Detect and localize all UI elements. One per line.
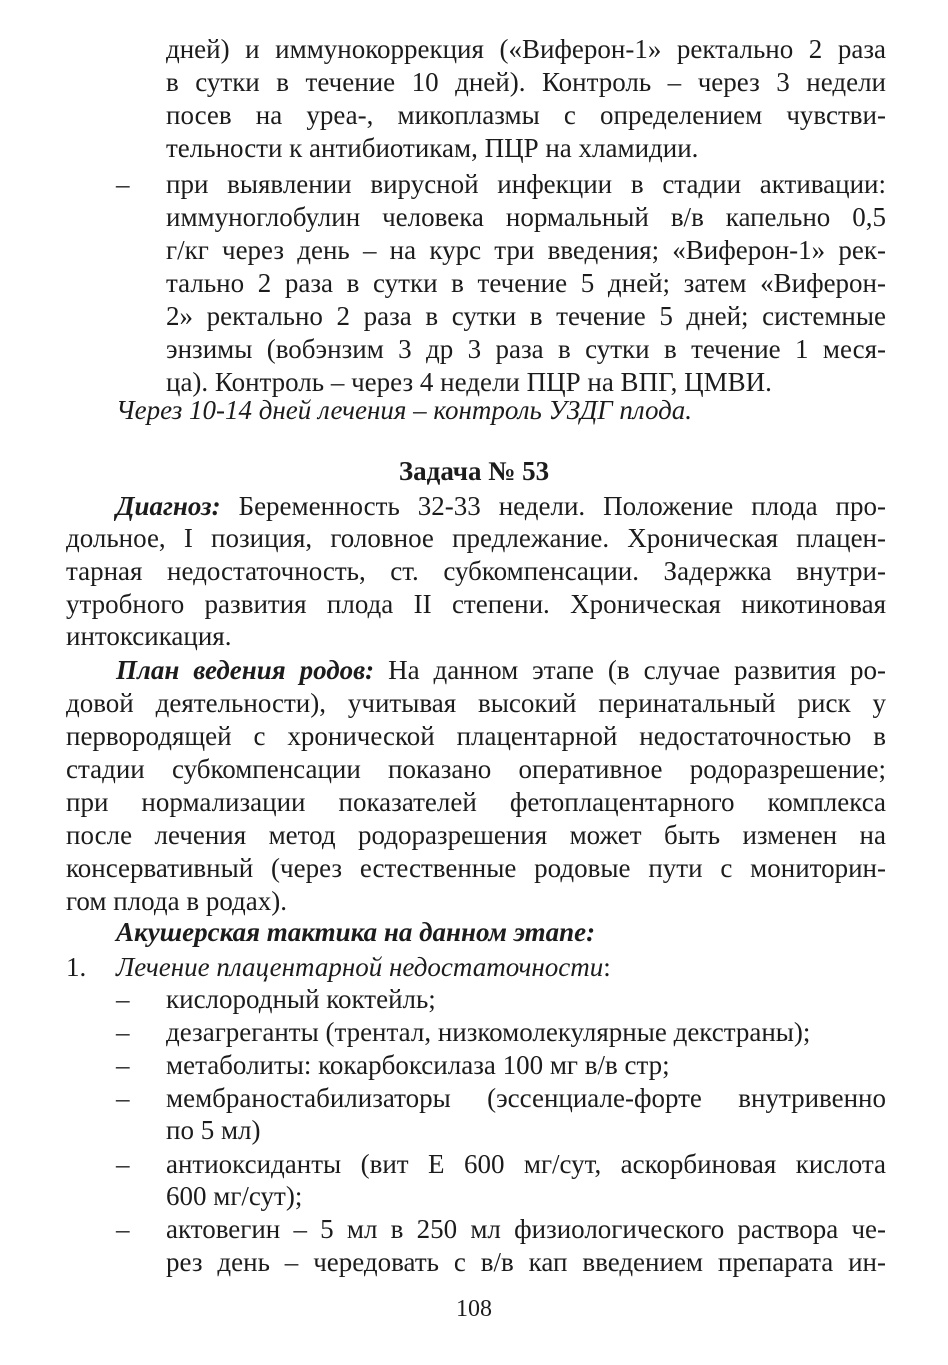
list-dash: – xyxy=(116,1214,130,1244)
tactics-heading: Акушерская тактика на данном этапе: xyxy=(116,917,596,947)
delivery-plan-line: первородящей с хронической плацентарной недостаточностью в xyxy=(66,721,886,751)
list-dash: – xyxy=(116,1083,130,1113)
viral-item-line: г/кг через день – на курс три введения; «Виферон-1» рек- xyxy=(166,235,886,265)
delivery-plan-line: довой деятельности), учитывая высокий перинатальный риск у xyxy=(66,688,886,718)
treatment-item: 600 мг/сут); xyxy=(166,1181,303,1211)
top-paragraph-line: тельности к антибиотикам, ПЦР на хламидии. xyxy=(166,133,699,163)
viral-item-line: 2» ректально 2 раза в сутки в течение 5 дней; системные xyxy=(166,301,886,331)
delivery-plan-line: после лечения метод родоразрешения может быть изменен на xyxy=(66,820,886,850)
treatment-item: кислородный коктейль; xyxy=(166,984,436,1014)
treatment-item: метаболиты: кокарбоксилаза 100 мг в/в стр; xyxy=(166,1050,670,1080)
list-dash: – xyxy=(116,1050,130,1080)
treatment-item: по 5 мл) xyxy=(166,1115,261,1145)
list-dash: – xyxy=(116,1149,130,1179)
top-paragraph-line: в сутки в течение 10 дней). Контроль – через 3 недели xyxy=(166,67,886,97)
treatment-item: мембраностабилизаторы (эссенциале-форте внутривенно xyxy=(166,1083,886,1113)
treatment-item: актовегин – 5 мл в 250 мл физиологического раствора че- xyxy=(166,1214,886,1244)
delivery-plan-label: План ведения родов: xyxy=(116,655,375,685)
top-paragraph-line: посев на уреа-, микоплазмы с определением чувстви- xyxy=(166,100,886,130)
delivery-plan-first-line xyxy=(116,654,886,686)
viral-item-line: тально 2 раза в сутки в течение 5 дней; затем «Виферон- xyxy=(166,268,886,298)
top-paragraph-line: дней) и иммунокоррекция («Виферон-1» ректально 2 раза xyxy=(166,34,886,64)
diagnosis-label: Диагноз: xyxy=(116,491,221,521)
treatment-title: Лечение плацентарной недостаточности xyxy=(116,952,604,982)
list-dash: – xyxy=(116,984,130,1014)
diagnosis-line: утробного развития плода II степени. Хроническая никотиновая xyxy=(66,589,886,619)
delivery-plan-line: консервативный (через естественные родовые пути с мониторин- xyxy=(66,853,886,883)
treatment-colon: : xyxy=(603,952,611,982)
viral-item-line: ца). Контроль – через 4 недели ПЦР на ВПГ, ЦМВИ. xyxy=(166,367,772,397)
diagnosis-first-line xyxy=(116,490,886,522)
treatment-item: антиоксиданты (вит Е 600 мг/сут, аскорбиновая кислота xyxy=(166,1149,886,1179)
treatment-item: дезагреганты (трентал, низкомолекулярные декстраны); xyxy=(166,1017,811,1047)
list-dash: – xyxy=(116,169,130,199)
task-title: Задача № 53 xyxy=(398,456,550,486)
ultrasound-note: Через 10-14 дней лечения – контроль УЗДГ плода. xyxy=(116,395,693,425)
treatment-item: рез день – чередовать с в/в кап введением препарата ин- xyxy=(166,1247,886,1277)
diagnosis-text: Беременность 32-33 недели. Положение плода про- xyxy=(220,491,886,521)
delivery-plan-text: На данном этапе (в случае развития ро- xyxy=(374,655,886,685)
list-number: 1. xyxy=(66,952,87,982)
viral-item-line: иммуноглобулин человека нормальный в/в капельно 0,5 xyxy=(166,202,886,232)
diagnosis-line: интоксикация. xyxy=(66,621,232,651)
list-dash: – xyxy=(116,1017,130,1047)
viral-item-line: при выявлении вирусной инфекции в стадии активации: xyxy=(166,169,886,199)
diagnosis-line: тарная недостаточность, ст. субкомпенсации. Задержка внутри- xyxy=(66,556,886,586)
delivery-plan-line: стадии субкомпенсации показано оперативное родоразрешение; xyxy=(66,754,886,784)
delivery-plan-line: гом плода в родах). xyxy=(66,886,288,916)
diagnosis-line: дольное, I позиция, головное предлежание. Хроническая плацен- xyxy=(66,523,886,553)
page-number: 108 xyxy=(456,1296,492,1322)
viral-item-line: энзимы (вобэнзим 3 др 3 раза в сутки в течение 1 меся- xyxy=(166,334,886,364)
delivery-plan-line: при нормализации показателей фетоплацентарного комплекса xyxy=(66,787,886,817)
treatment-title-line xyxy=(116,951,611,983)
